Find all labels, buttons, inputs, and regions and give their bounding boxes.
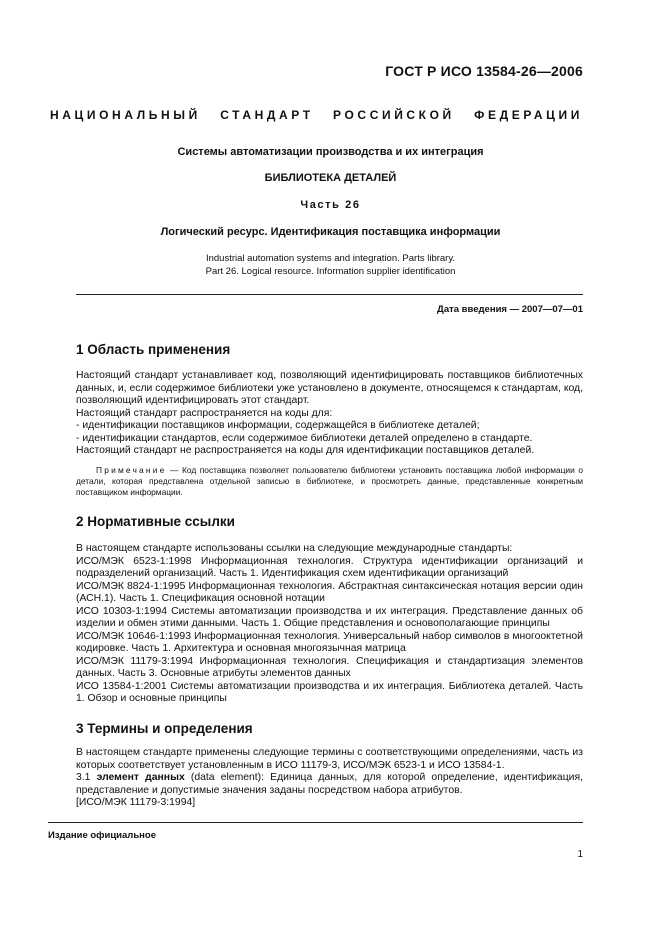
reference: ИСО/МЭК 11179-3:1994 Информационная технология. Спецификация и стандартизация элементов данных. Часть 3. Основные атрибуты элементов данных [76, 655, 583, 679]
section-3-heading: 3 Термины и определения [76, 721, 253, 736]
section-2-body [76, 543, 583, 706]
reference: ИСО 13584-1:2001 Системы автоматизации производства и их интеграция. Библиотека деталей. Часть 1. Обзор и основные принципы [76, 680, 583, 704]
reference: ИСО/МЭК 6523-1:1998 Информационная технология. Структура идентификации организаций и подразделений организаций. Часть 1. Идентификация схем идентификации организаций [76, 555, 583, 579]
edition-label: Издание официальное [48, 830, 156, 841]
term-definition [76, 772, 583, 797]
title-line-2: БИБЛИОТЕКА ДЕТАЛЕЙ [264, 172, 397, 184]
title-part: Часть 26 [300, 199, 361, 211]
section-2-heading: 2 Нормативные ссылки [76, 514, 235, 529]
reference: ИСО/МЭК 8824-1:1995 Информационная технология. Абстрактная синтаксическая нотация версии один (АСН.1). Часть 1. Спецификация основной нотации [76, 580, 583, 604]
term-number: 3.1 [76, 772, 97, 783]
paragraph: Настоящий стандарт распространяется на коды для: [76, 407, 333, 419]
paragraph: Настоящий стандарт не распространяется на коды для идентификации поставщиков деталей. [76, 445, 535, 456]
title-english-2: Part 26. Logical resource. Information supplier identification [205, 266, 456, 277]
gost-code: ГОСТ Р ИСО 13584-26—2006 [385, 63, 583, 79]
list-item: - идентификации поставщиков информации, содержащейся в библиотеке деталей; [76, 420, 480, 431]
section-1-body [76, 370, 583, 458]
national-standard-heading: НАЦИОНАЛЬНЫЙ СТАНДАРТ РОССИЙСКОЙ ФЕДЕРАЦИИ [50, 108, 583, 122]
footer-divider [48, 822, 583, 823]
list-item: - идентификации стандартов, если содержимое библиотеки деталей определено в стандарте. [76, 432, 533, 444]
paragraph: Настоящий стандарт устанавливает код, позволяющий идентифицировать поставщиков библиотечных данных, и, если содержимое библиотеки уже установлено в документе, относящемся к стандартам, код, позволяющий идентифицировать этот стандарт. [76, 370, 583, 406]
paragraph: В настоящем стандарте применены следующие термины с соответствующими определениями, часть из которых соответствует установленным в ИСО 11179-3, ИСО/МЭК 6523-1 и ИСО 13584-1. [76, 747, 583, 771]
term-name: элемент данных [96, 772, 185, 783]
page-number: 1 [577, 849, 583, 860]
divider [76, 294, 583, 295]
intro-date: Дата введения — 2007—07—01 [437, 304, 583, 315]
note-text: — Код поставщика позволяет пользователю библиотеки установить поставщика любой информации о детали, которая представлена отдельной записью в библиотеке, и просмотреть данные, представленные конкретным поставщиком информации. [76, 465, 583, 498]
term-reference: [ИСО/МЭК 11179-3:1994] [76, 797, 196, 808]
title-line-4: Логический ресурс. Идентификация поставщика информации [160, 226, 501, 238]
title-english-1: Industrial automation systems and integration. Parts library. [205, 253, 456, 264]
title-line-1: Системы автоматизации производства и их интеграция [177, 146, 484, 158]
note [76, 465, 583, 499]
section-1-heading: 1 Область применения [76, 342, 231, 357]
reference: ИСО 10303-1:1994 Системы автоматизации производства и их интеграция. Представление данных об изделии и обмен этими данными. Часть 1. Общие представления и основополагающие принципы [76, 605, 583, 629]
section-3-body [76, 747, 583, 810]
reference: ИСО/МЭК 10646-1:1993 Информационная технология. Универсальный набор символов в многооктетной кодировке. Часть 1. Архитектура и основная многоязычная матрица [76, 630, 583, 654]
paragraph: В настоящем стандарте использованы ссылки на следующие международные стандарты: [76, 543, 513, 554]
term-rest: (data element): Единица данных, для которой определение, идентификация, представление и допустимые значения заданы посредством набора атрибутов. [76, 772, 583, 796]
note-label: Примечание [96, 465, 167, 475]
